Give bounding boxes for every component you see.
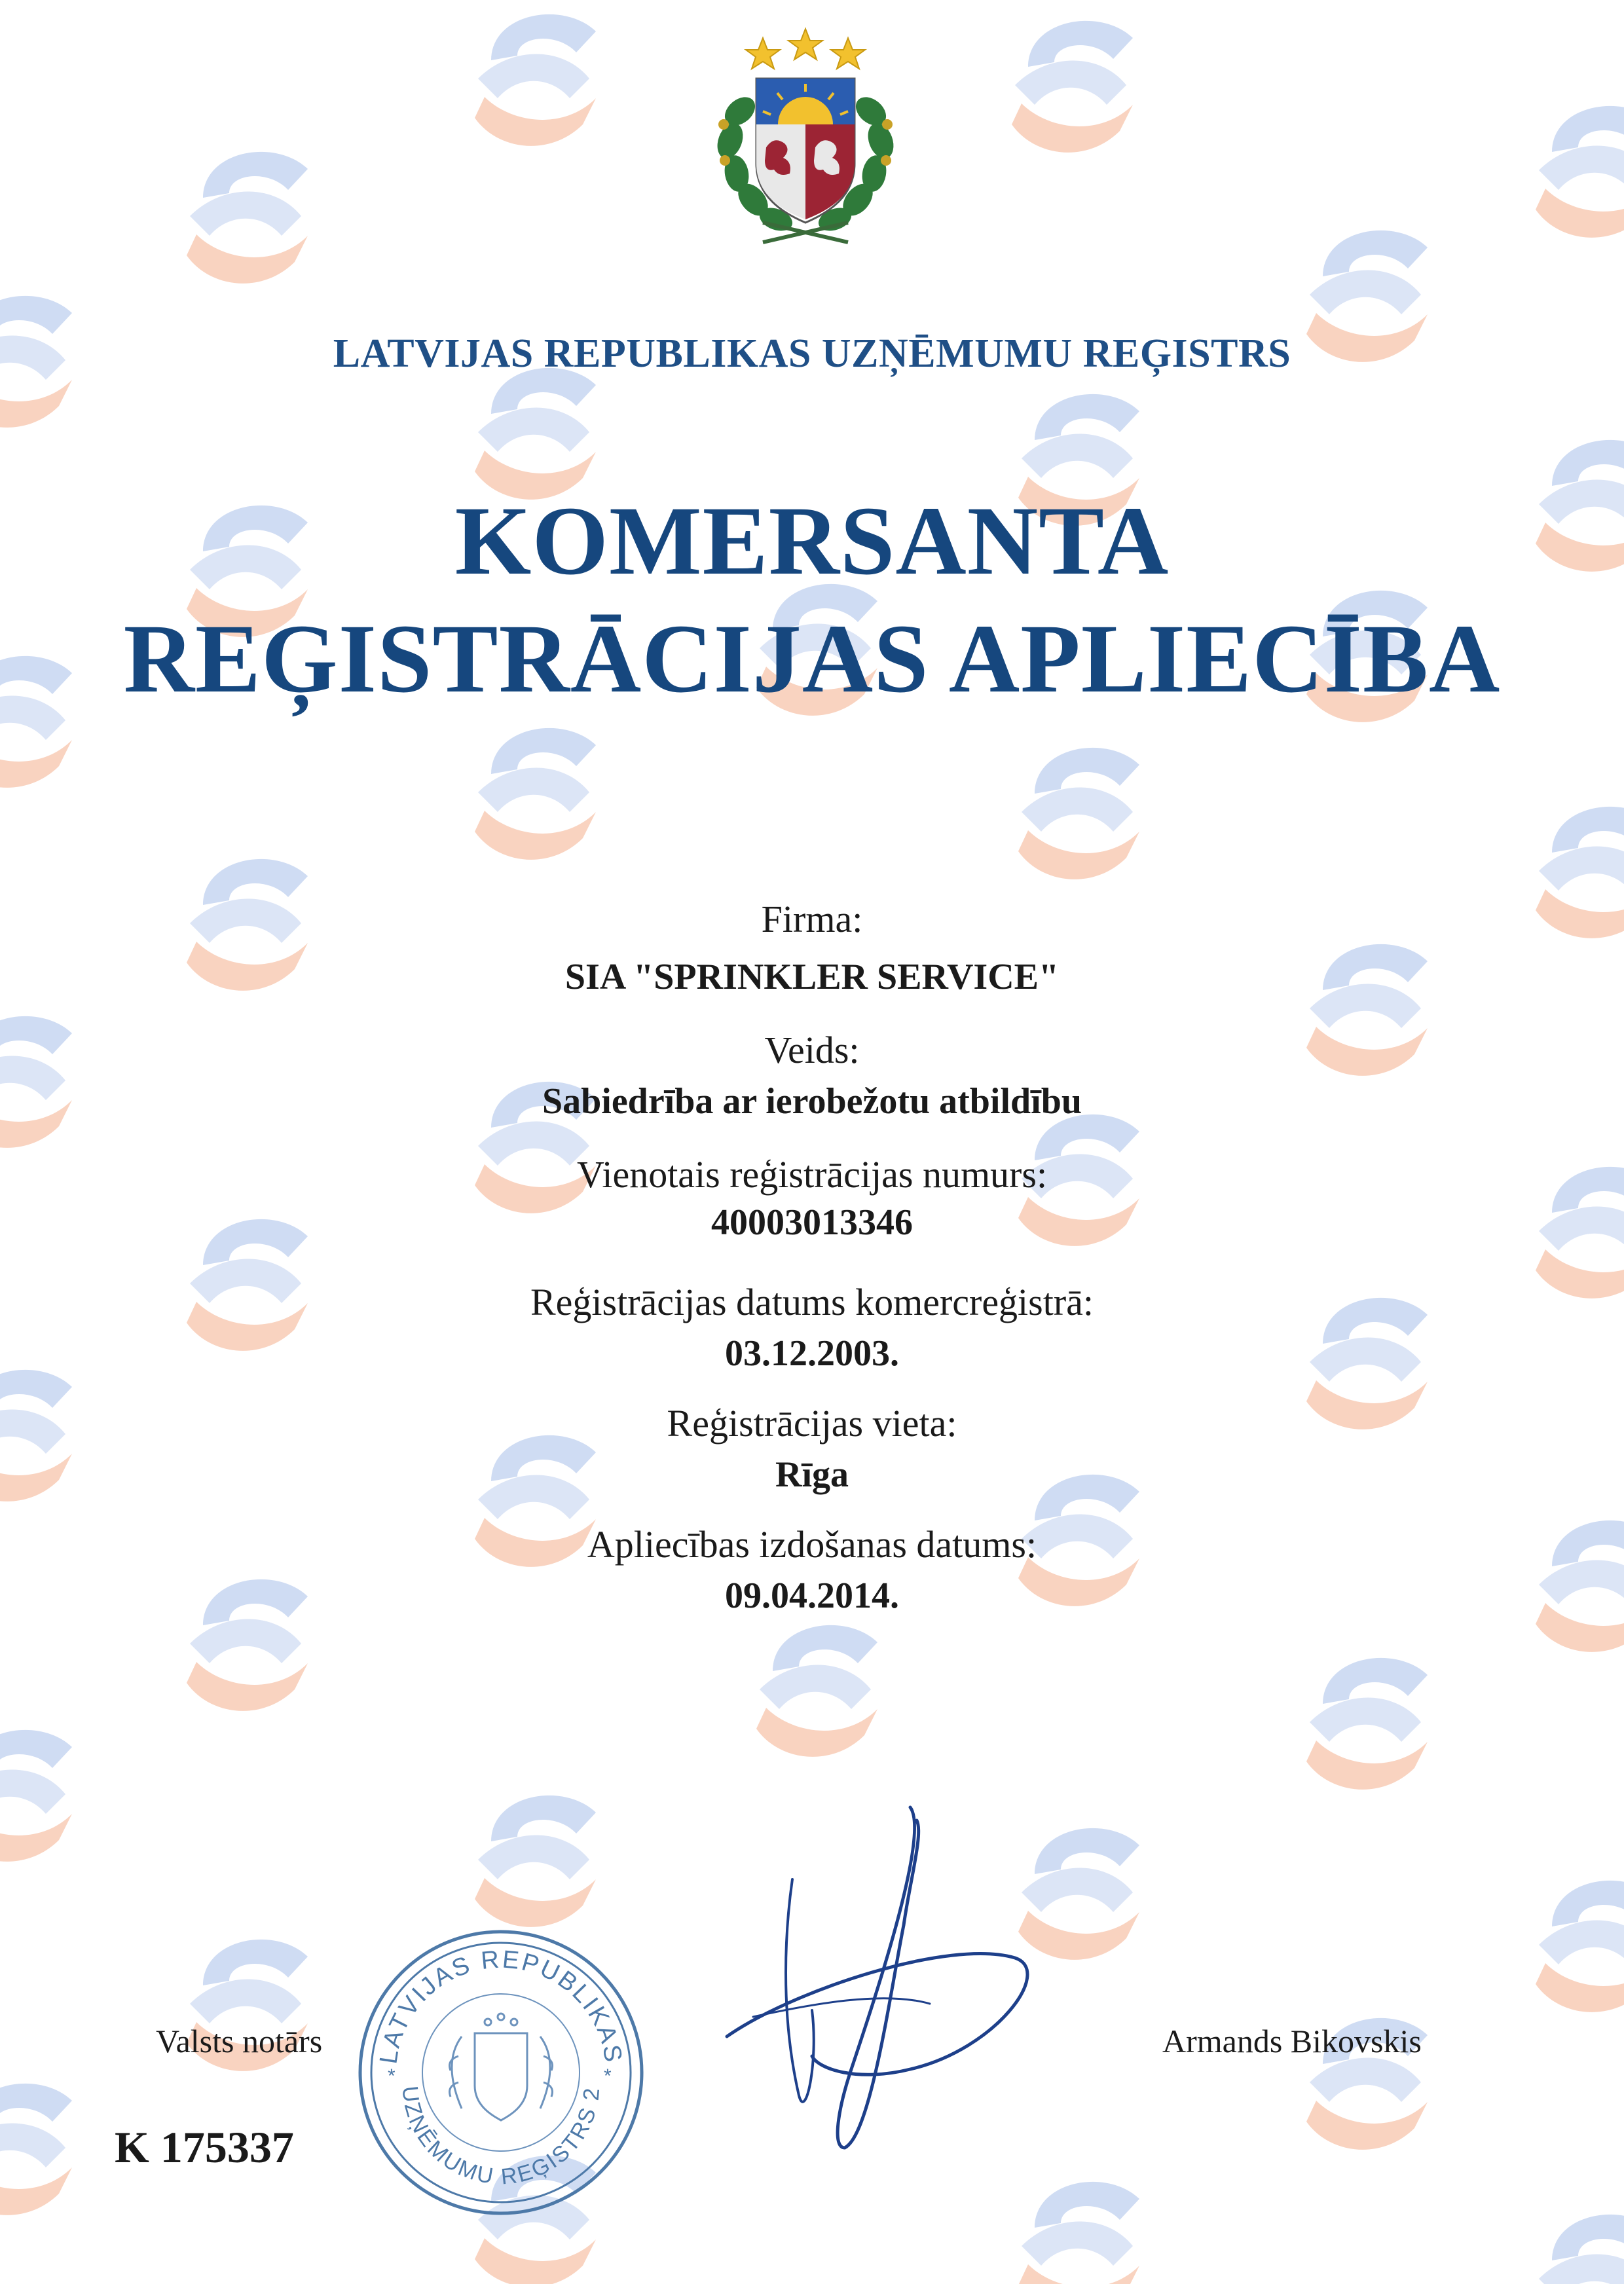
stars-icon (746, 29, 865, 69)
registration-place-value: Rīga (775, 1454, 849, 1495)
certificate-serial-number: K 175337 (115, 2122, 294, 2172)
registration-number-label: Vienotais reģistrācijas numurs: (576, 1153, 1048, 1196)
svg-text:*: * (388, 2065, 396, 2087)
svg-text:*: * (604, 2065, 612, 2087)
document-title-line1: KOMERSANTA (454, 487, 1170, 595)
document-title-line2: REĢISTRĀCIJAS APLIECĪBA (123, 604, 1501, 713)
issue-date-value: 09.04.2014. (725, 1575, 899, 1616)
handwritten-signature (714, 1794, 1054, 2161)
coat-of-arms-emblem (684, 26, 927, 262)
type-label: Veids: (764, 1029, 860, 1071)
official-stamp (347, 1919, 655, 2226)
firm-value: SIA "SPRINKLER SERVICE" (564, 957, 1060, 997)
shield-icon (756, 79, 855, 223)
stamp-emblem-icon (450, 2014, 553, 2120)
notary-label: Valsts notārs (156, 2023, 323, 2059)
registration-date-label: Reģistrācijas datums komercreģistrā: (530, 1281, 1094, 1323)
registration-date-value: 03.12.2003. (725, 1333, 899, 1374)
issuer-heading: LATVIJAS REPUBLIKAS UZŅĒMUMU REĢISTRS (333, 331, 1291, 376)
issue-date-label: Apliecības izdošanas datums: (587, 1523, 1037, 1566)
notary-name: Armands Bikovskis (1162, 2023, 1422, 2059)
type-value: Sabiedrība ar ierobežotu atbildību (542, 1081, 1082, 1122)
stamp-bottom-text: UZŅĒMUMU REĢISTRS 2 (397, 2084, 605, 2190)
stamp-top-text: LATVIJAS REPUBLIKAS (375, 1945, 627, 2066)
firm-label: Firma: (761, 898, 863, 940)
registration-place-label: Reģistrācijas vieta: (667, 1402, 957, 1445)
registration-number-value: 40003013346 (711, 1202, 913, 1243)
